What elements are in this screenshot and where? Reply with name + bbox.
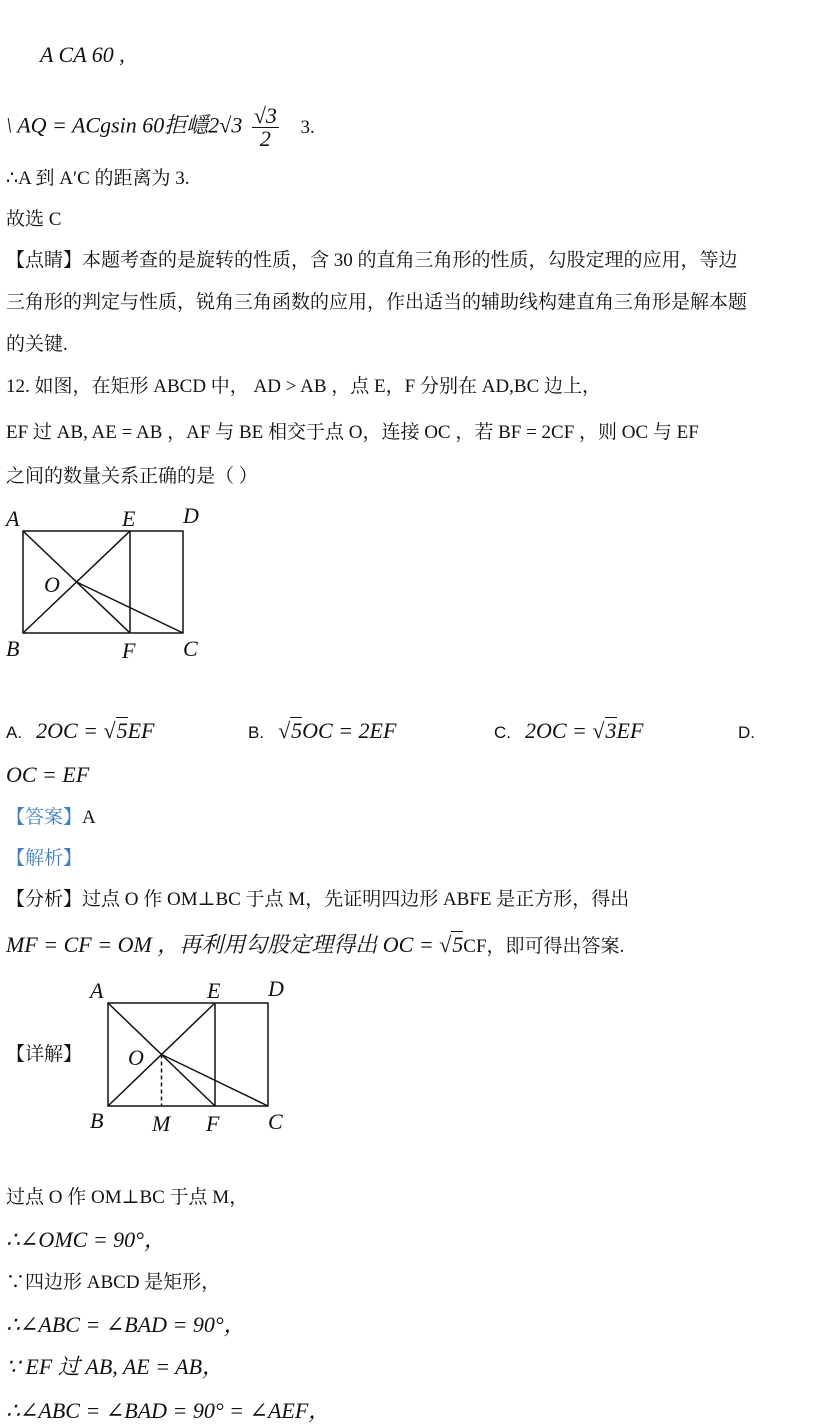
fraction (252, 105, 279, 150)
option-c-post: EF (616, 718, 644, 743)
detail-tag: 【详解】 (6, 1044, 83, 1065)
figure1-label-c: C (183, 636, 198, 661)
analysis-radicand: 5 (452, 932, 464, 957)
figure2-label-c: C (268, 1109, 283, 1134)
answer-value: A (82, 807, 96, 828)
solution-line-5: ∵ EF 过 AB, AE = AB， (6, 1354, 225, 1379)
option-a-pre: 2OC = (36, 718, 104, 743)
comment-line-1: 【点睛】本题考查的是旋转的性质，含 30 的直角三角形的性质，勾股定理的应用，等边 (6, 250, 738, 271)
option-d-label: D. (738, 723, 755, 742)
figure-rectangle-abcd (0, 500, 230, 670)
comment-line-2: 三角形的判定与性质，锐角三角函数的应用，作出适当的辅助线构建直角三角形是解本题 (6, 292, 748, 313)
solution-line-4: ∴∠ABC = ∠BAD = 90°， (6, 1312, 246, 1337)
figure1-label-f: F (122, 638, 136, 663)
analysis-line-1: 【分析】过点 O 作 OM⊥BC 于点 M，先证明四边形 ABFE 是正方形，得出 (6, 889, 630, 910)
solution-line-6: ∴∠ABC = ∠BAD = 90° = ∠AEF， (6, 1398, 331, 1423)
figure1-label-e: E (122, 506, 136, 531)
figure-rectangle-abcd-with-m (84, 974, 304, 1144)
option-b-radicand: 5 (291, 718, 303, 743)
figure1-label-a: A (6, 506, 20, 531)
option-a-label: A. (6, 723, 23, 742)
option-a-post: EF (127, 718, 155, 743)
solution-line-1: 过点 O 作 OM⊥BC 于点 M， (6, 1187, 249, 1208)
fraction-numerator: √3 (253, 103, 277, 128)
figure2-label-b: B (90, 1108, 104, 1133)
figure2-label-m: M (152, 1111, 171, 1136)
comment-line-3: 的关键. (6, 334, 68, 355)
solution-line-3: ∵四边形 ABCD 是矩形， (6, 1272, 221, 1293)
text-line-1: A CA 60 , (40, 42, 125, 67)
analysis-tag: 【解析】 (6, 848, 83, 869)
figure2-label-e: E (207, 978, 221, 1003)
question-12-line-1: 12. 如图，在矩形 ABCD 中， AD > AB ，点 E，F 分别在 AD,BC 边上， (6, 376, 602, 397)
text-line-2 (6, 105, 315, 150)
answer-tag: 【答案】 (6, 807, 83, 828)
option-c-pre: 2OC = (525, 718, 593, 743)
analysis-line-2-right: CF，即可得出答案. (463, 936, 625, 957)
figure2-label-f: F (206, 1111, 220, 1136)
option-d (738, 716, 769, 748)
option-b: B. √5OC = 2EF (248, 718, 397, 743)
option-a-radicand: 5 (116, 718, 128, 743)
option-b-label: B. (248, 723, 265, 742)
figure1-label-o: O (44, 572, 60, 597)
option-c: C. 2OC = √3EF (494, 718, 644, 743)
analysis-line-2-left: MF = CF = OM ，再利用勾股定理得出 OC = (6, 932, 440, 957)
question-12-line-3: 之间的数量关系正确的是（ ） (6, 466, 258, 487)
figure1-label-d: D (183, 503, 199, 528)
text-line-2-right: 3. (300, 116, 315, 138)
text-line-4: 故选 C (6, 209, 62, 230)
solution-line-2: ∴∠OMC = 90°， (6, 1227, 166, 1252)
fraction-denominator: 2 (259, 126, 271, 151)
text-line-2-left: \ AQ = ACgsin 60拒嶾2√3 (6, 112, 243, 138)
answer-line (6, 803, 96, 833)
option-c-label: C. (494, 723, 511, 742)
figure1-label-b: B (6, 636, 20, 661)
option-a: A. 2OC = √5EF (6, 718, 155, 743)
option-b-post: OC = 2EF (302, 718, 397, 743)
question-12-line-2: EF 过 AB, AE = AB ，AF 与 BE 相交于点 O，连接 OC ，若 BF = 2CF ，则 OC 与 EF (6, 422, 699, 443)
option-c-radicand: 3 (605, 718, 617, 743)
figure2-label-d: D (268, 976, 284, 1001)
option-d-text: OC = EF (6, 762, 90, 787)
analysis-line-2: MF = CF = OM ，再利用勾股定理得出 OC = √5CF，即可得出答案. (6, 932, 625, 957)
figure2-label-o: O (128, 1045, 144, 1070)
text-line-3: ∴A 到 A′C 的距离为 3. (6, 168, 190, 189)
figure2-label-a: A (90, 978, 104, 1003)
